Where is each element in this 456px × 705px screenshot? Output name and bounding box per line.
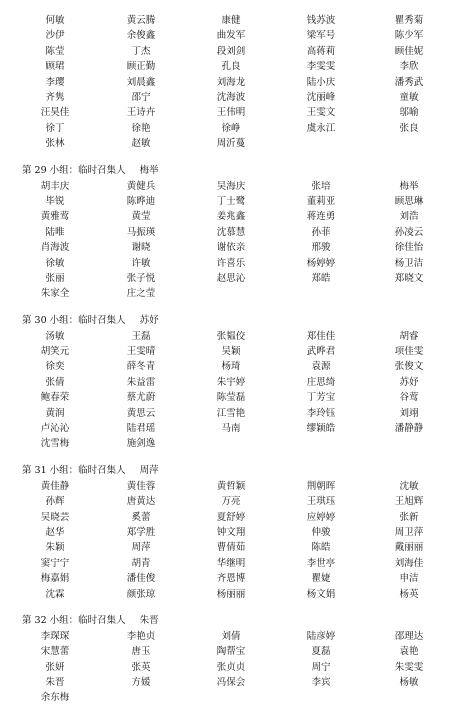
member-name: 仲骏 xyxy=(311,526,331,538)
member-name: 夏舒婷 xyxy=(216,511,246,523)
member-name: 丁芳宝 xyxy=(306,392,336,404)
member-name: 颜张琼 xyxy=(126,588,156,600)
member-name: 奚蕾 xyxy=(131,511,151,523)
member-name: 郑皓 xyxy=(311,272,331,284)
member-name: 陆君瑶 xyxy=(126,423,156,434)
name-row xyxy=(0,541,456,555)
name-row xyxy=(0,661,456,675)
member-name: 邵理达 xyxy=(394,630,424,642)
name-row xyxy=(0,287,456,301)
member-name: 朱颖 xyxy=(45,542,65,554)
member-name: 郑学胜 xyxy=(126,526,156,538)
member-name: 张培 xyxy=(311,180,331,192)
member-name: 鲍春荣 xyxy=(40,392,70,404)
member-name: 张贞贞 xyxy=(216,661,246,673)
member-name: 曹倩茹 xyxy=(216,542,246,554)
member-name: 杨琦 xyxy=(221,361,241,373)
member-name: 谢晓 xyxy=(131,242,151,254)
name-row xyxy=(0,391,456,405)
member-name: 施剑逸 xyxy=(126,438,156,450)
member-name: 张林 xyxy=(45,138,65,150)
name-row xyxy=(0,437,456,451)
member-name: 李玲钰 xyxy=(306,407,336,419)
member-name: 卢沁沁 xyxy=(40,423,70,434)
member-name: 吴海庆 xyxy=(216,180,246,192)
member-name: 顾佳妮 xyxy=(394,45,424,57)
member-name: 沙伊 xyxy=(45,30,65,42)
member-name: 张妍 xyxy=(45,661,65,673)
member-name: 武晔君 xyxy=(306,346,336,357)
member-name: 陆唯 xyxy=(45,226,65,238)
name-row xyxy=(0,29,456,43)
name-row xyxy=(0,45,456,59)
group-header xyxy=(22,464,159,478)
member-name: 袁艳 xyxy=(399,646,419,658)
member-name: 张英 xyxy=(131,661,151,673)
member-name: 黄思云 xyxy=(126,407,156,419)
member-name: 方媛 xyxy=(131,677,151,688)
name-row xyxy=(0,60,456,74)
name-row xyxy=(0,241,456,255)
name-row xyxy=(0,137,456,151)
member-name: 朱晋 xyxy=(45,677,65,688)
member-name: 黄健兵 xyxy=(126,180,156,192)
name-row xyxy=(0,257,456,271)
name-row xyxy=(0,345,456,359)
member-name: 周沂蔓 xyxy=(216,138,246,150)
member-name: 段刘剑 xyxy=(216,45,246,57)
name-row xyxy=(0,195,456,209)
member-name: 冯保会 xyxy=(216,677,246,688)
member-name: 王诗卉 xyxy=(126,107,156,119)
group-leader-name: 苏妤 xyxy=(139,315,159,327)
name-row xyxy=(0,180,456,194)
member-name: 曲发军 xyxy=(216,30,246,42)
member-name: 梅嘉娟 xyxy=(40,573,70,585)
member-name: 荆朝晖 xyxy=(306,480,336,492)
member-name: 马振瑛 xyxy=(126,226,156,238)
group-header-label: 第 30 小组：临时召集人 xyxy=(22,315,126,327)
name-row xyxy=(0,226,456,240)
member-name: 邵宁 xyxy=(131,92,151,103)
member-name: 申洁 xyxy=(399,573,419,585)
member-name: 唐玉 xyxy=(131,646,151,658)
member-name: 毕锐 xyxy=(45,195,65,207)
member-name: 赵华 xyxy=(45,526,65,538)
member-name: 余俊鑫 xyxy=(126,30,156,42)
name-row xyxy=(0,676,456,690)
member-name: 王磊 xyxy=(131,330,151,342)
member-name: 孙辉 xyxy=(45,496,65,508)
member-name: 周萍 xyxy=(131,542,151,554)
member-name: 黄莹 xyxy=(131,211,151,223)
member-name: 许敏 xyxy=(131,257,151,269)
member-name: 杨文娟 xyxy=(306,588,336,600)
member-name: 徐佳怡 xyxy=(394,242,424,254)
member-name: 童敏 xyxy=(399,92,419,103)
member-name: 黄哲颖 xyxy=(216,480,246,492)
member-name: 刘倩 xyxy=(221,630,241,642)
member-name: 张韫佼 xyxy=(216,330,246,342)
member-name: 徐敏 xyxy=(45,257,65,269)
group-header xyxy=(22,164,159,178)
member-name: 蔡尤蔚 xyxy=(126,392,156,404)
member-name: 康健 xyxy=(221,15,241,26)
member-name: 邬喻 xyxy=(399,107,419,119)
member-name: 袁源 xyxy=(311,361,331,373)
member-name: 顾思琳 xyxy=(394,195,424,207)
member-name: 黄云腾 xyxy=(126,15,156,26)
group-header xyxy=(22,314,159,328)
member-name: 刘浩 xyxy=(399,211,419,223)
member-name: 徐艳 xyxy=(131,122,151,134)
member-name: 沈敏 xyxy=(399,480,419,492)
member-name: 齐恩博 xyxy=(216,573,246,585)
member-name: 余东梅 xyxy=(40,692,70,704)
name-row xyxy=(0,330,456,344)
member-name: 潘静静 xyxy=(394,423,424,434)
member-name: 李欣 xyxy=(399,61,419,73)
member-name: 齐隽 xyxy=(45,92,65,103)
member-name: 李璎 xyxy=(45,76,65,88)
group-header-label: 第 29 小组：临时召集人 xyxy=(22,165,126,177)
member-name: 陆小庆 xyxy=(306,76,336,88)
member-name: 邢骏 xyxy=(311,242,331,254)
member-name: 沈雪梅 xyxy=(40,438,70,450)
member-name: 陈晔迪 xyxy=(126,195,156,207)
name-row xyxy=(0,422,456,436)
member-name: 郑佳佳 xyxy=(306,330,336,342)
member-name: 谢依亲 xyxy=(216,242,246,254)
group-header-label: 第 31 小组：临时召集人 xyxy=(22,465,126,477)
member-name: 陆彦婷 xyxy=(306,630,336,642)
member-name: 瞿婕 xyxy=(311,573,331,585)
member-name: 陈少军 xyxy=(394,30,424,42)
name-row xyxy=(0,526,456,540)
member-name: 董莉亚 xyxy=(306,195,336,207)
name-row xyxy=(0,76,456,90)
member-name: 唐黄达 xyxy=(126,496,156,508)
member-name: 周宁 xyxy=(311,661,331,673)
group-leader-name: 朱晋 xyxy=(139,615,159,627)
member-name: 赵思沁 xyxy=(216,272,246,284)
member-name: 杨卫洁 xyxy=(394,257,424,269)
member-name: 李世亭 xyxy=(306,557,336,569)
member-name: 黄佳静 xyxy=(40,480,70,492)
member-name: 杨敏 xyxy=(399,677,419,688)
member-name: 蒋连勇 xyxy=(306,211,336,223)
member-name: 项佳雯 xyxy=(394,346,424,357)
member-name: 丁杰 xyxy=(131,45,151,57)
member-name: 万亮 xyxy=(221,496,241,508)
member-name: 沈丽峰 xyxy=(306,92,336,103)
member-name: 沈慕慧 xyxy=(216,226,246,238)
member-name: 黄雅莺 xyxy=(40,211,70,223)
member-name: 朱宇婷 xyxy=(216,376,246,388)
member-name: 杨英 xyxy=(399,588,419,600)
member-name: 王雯文 xyxy=(306,107,336,119)
member-name: 黄润 xyxy=(45,407,65,419)
name-row xyxy=(0,407,456,421)
member-name: 张子悦 xyxy=(126,272,156,284)
member-name: 郑晓文 xyxy=(394,272,424,284)
member-name: 汤敏 xyxy=(45,330,65,342)
member-name: 陶帮宝 xyxy=(216,646,246,658)
member-name: 肖海波 xyxy=(40,242,70,254)
member-name: 高蒋莉 xyxy=(306,45,336,57)
name-row xyxy=(0,630,456,644)
name-row xyxy=(0,376,456,390)
member-name: 孔良 xyxy=(221,61,241,73)
name-row xyxy=(0,511,456,525)
name-row xyxy=(0,572,456,586)
member-name: 朱益雷 xyxy=(126,376,156,388)
member-name: 吴颖 xyxy=(221,346,241,357)
member-name: 潘秀武 xyxy=(394,76,424,88)
member-name: 窦宁宁 xyxy=(40,557,70,569)
member-name: 姜兆鑫 xyxy=(216,211,246,223)
member-name: 陈莹 xyxy=(45,45,65,57)
member-name: 庄之莹 xyxy=(126,288,156,300)
member-name: 徐峥 xyxy=(221,122,241,134)
name-row xyxy=(0,360,456,374)
name-row xyxy=(0,495,456,509)
name-row xyxy=(0,645,456,659)
member-name: 沈霖 xyxy=(45,588,65,600)
member-name: 李宾 xyxy=(311,677,331,688)
member-name: 梁军号 xyxy=(306,30,336,42)
member-name: 宋慧蕾 xyxy=(40,646,70,658)
member-name: 黄佳蓉 xyxy=(126,480,156,492)
member-name: 钱苏波 xyxy=(306,15,336,26)
member-name: 瞿秀菊 xyxy=(394,15,424,26)
member-name: 张丽 xyxy=(45,272,65,284)
name-row xyxy=(0,272,456,286)
member-name: 王琪珏 xyxy=(306,496,336,508)
group-header xyxy=(22,614,159,628)
name-row xyxy=(0,210,456,224)
member-name: 孙菲 xyxy=(311,226,331,238)
member-name: 陈莹磊 xyxy=(216,392,246,404)
member-name: 夏磊 xyxy=(311,646,331,658)
member-name: 徐奕 xyxy=(45,361,65,373)
member-name: 张良 xyxy=(399,122,419,134)
member-name: 张倩 xyxy=(45,376,65,388)
member-name: 李雯雯 xyxy=(306,61,336,73)
member-name: 刘晨鑫 xyxy=(126,76,156,88)
name-row xyxy=(0,588,456,602)
member-name: 刘翊 xyxy=(399,407,419,419)
member-name: 杨婷婷 xyxy=(306,257,336,269)
member-name: 缪颖皓 xyxy=(306,423,336,434)
group-leader-name: 周萍 xyxy=(139,465,159,477)
member-name: 应婷婷 xyxy=(306,511,336,523)
member-name: 李琛琛 xyxy=(40,630,70,642)
member-name: 张俊文 xyxy=(394,361,424,373)
member-name: 庄思绮 xyxy=(306,376,336,388)
member-name: 王雯晴 xyxy=(126,346,156,357)
member-name: 刘海龙 xyxy=(216,76,246,88)
name-row xyxy=(0,480,456,494)
member-name: 马南 xyxy=(221,423,241,434)
name-row xyxy=(0,691,456,705)
member-name: 朱雯雯 xyxy=(394,661,424,673)
group-leader-name: 梅举 xyxy=(139,165,159,177)
name-row xyxy=(0,122,456,136)
member-name: 薛冬青 xyxy=(126,361,156,373)
group-header-label: 第 32 小组：临时召集人 xyxy=(22,615,126,627)
member-name: 李艳贞 xyxy=(126,630,156,642)
member-name: 徐丁 xyxy=(45,122,65,134)
member-name: 虞永江 xyxy=(306,122,336,134)
member-name: 胡青 xyxy=(131,557,151,569)
member-name: 华继明 xyxy=(216,557,246,569)
member-name: 张新 xyxy=(399,511,419,523)
member-name: 潘佳俊 xyxy=(126,573,156,585)
member-name: 苏妤 xyxy=(399,376,419,388)
member-name: 江雪艳 xyxy=(216,407,246,419)
member-name: 何敏 xyxy=(45,15,65,26)
member-name: 胡睿 xyxy=(399,330,419,342)
name-row xyxy=(0,14,456,28)
member-name: 胡笑元 xyxy=(40,346,70,357)
member-name: 朱家全 xyxy=(40,288,70,300)
member-name: 胡丰庆 xyxy=(40,180,70,192)
name-row xyxy=(0,557,456,571)
member-name: 戴丽丽 xyxy=(394,542,424,554)
member-name: 王伟明 xyxy=(216,107,246,119)
member-name: 刘海佳 xyxy=(394,557,424,569)
member-name: 吴晓芸 xyxy=(40,511,70,523)
member-name: 丁士鹭 xyxy=(216,195,246,207)
member-name: 许喜乐 xyxy=(216,257,246,269)
member-name: 王旭辉 xyxy=(394,496,424,508)
member-name: 赵敏 xyxy=(131,138,151,150)
member-name: 汪昊佳 xyxy=(40,107,70,119)
name-row xyxy=(0,91,456,105)
member-name: 沈海波 xyxy=(216,92,246,103)
member-name: 顾正勤 xyxy=(126,61,156,73)
member-name: 顾珺 xyxy=(45,61,65,73)
member-name: 谷莺 xyxy=(399,392,419,404)
member-name: 陈皓 xyxy=(311,542,331,554)
member-name: 钟文翔 xyxy=(216,526,246,538)
member-name: 杨丽丽 xyxy=(216,588,246,600)
name-row xyxy=(0,106,456,120)
member-name: 梅举 xyxy=(399,180,419,192)
member-name: 周卫萍 xyxy=(394,526,424,538)
member-name: 孙凌云 xyxy=(394,226,424,238)
